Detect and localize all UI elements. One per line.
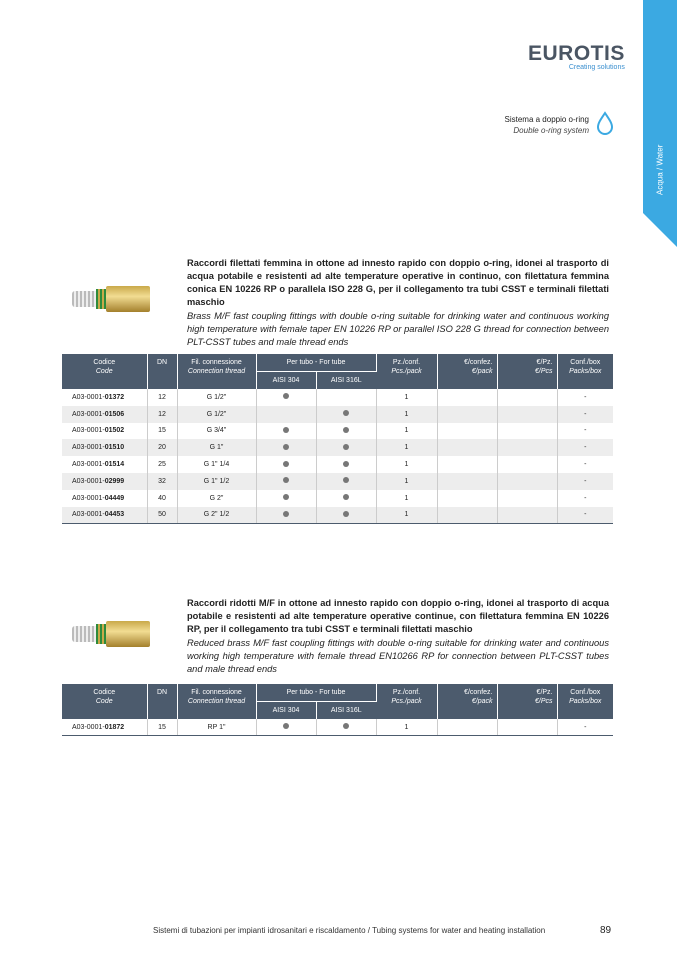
- thread: G 1/2": [177, 389, 256, 406]
- col-aisi304: AISI 304: [256, 372, 316, 390]
- product-code: A03-0001-01372: [62, 389, 147, 406]
- unit-price: [497, 507, 557, 524]
- table-row: [62, 490, 613, 507]
- pack-price: [437, 439, 497, 456]
- aisi304-cell: [256, 719, 316, 736]
- col-tube: Per tubo - For tube: [256, 354, 376, 372]
- packs-per-box: -: [557, 406, 613, 423]
- available-dot-icon: [343, 511, 349, 517]
- product-code: A03-0001-04449: [62, 490, 147, 507]
- col-thread: Fil. connessione Connection thread: [177, 684, 256, 719]
- aisi304-cell: [256, 456, 316, 473]
- aisi316-cell: [316, 389, 376, 406]
- dn: 50: [147, 507, 177, 524]
- unit-price: [497, 389, 557, 406]
- pcs-per-pack: 1: [376, 406, 437, 423]
- unit-price: [497, 439, 557, 456]
- pcs-per-pack: 1: [376, 473, 437, 490]
- col-code: Codice Code: [62, 354, 147, 389]
- product-image: [72, 618, 152, 650]
- unit-price: [497, 490, 557, 507]
- col-tube: Per tubo - For tube: [256, 684, 376, 702]
- system-label: Sistema a doppio o-ring Double o-ring system: [504, 115, 589, 135]
- pcs-per-pack: 1: [376, 439, 437, 456]
- product-table: [62, 684, 613, 736]
- packs-per-box: -: [557, 719, 613, 736]
- aisi304-cell: [256, 439, 316, 456]
- table-row: [62, 456, 613, 473]
- dn: 25: [147, 456, 177, 473]
- packs-per-box: -: [557, 507, 613, 524]
- unit-price: [497, 406, 557, 423]
- pcs-per-pack: 1: [376, 456, 437, 473]
- aisi316-cell: [316, 473, 376, 490]
- pack-price: [437, 389, 497, 406]
- aisi316-cell: [316, 423, 376, 440]
- available-dot-icon: [283, 444, 289, 450]
- packs-per-box: -: [584, 393, 587, 401]
- table-row: [62, 389, 613, 406]
- col-aisi316: AISI 316L: [316, 372, 376, 390]
- pack-price: [437, 423, 497, 440]
- dn: 15: [147, 423, 177, 440]
- product-code: A03-0001-01506: [62, 406, 147, 423]
- product-code: A03-0001-04453: [62, 507, 147, 524]
- water-drop-icon: [595, 111, 615, 135]
- available-dot-icon: [283, 494, 289, 500]
- pcs-per-pack: 1: [376, 719, 437, 736]
- col-pcs: Pz./conf. Pcs./pack: [376, 354, 437, 389]
- available-dot-icon: [283, 393, 289, 399]
- side-tab-corner: [643, 213, 677, 247]
- dn: 32: [147, 473, 177, 490]
- aisi316-cell: [316, 507, 376, 524]
- table-row: [62, 406, 613, 423]
- available-dot-icon: [283, 461, 289, 467]
- side-tab-label: Acqua / Water: [655, 144, 665, 196]
- packs-per-box: -: [557, 439, 613, 456]
- page-number: 89: [600, 925, 612, 936]
- col-box: Conf./box Packs/box: [557, 354, 613, 389]
- product-code: A03-0001-01514: [62, 456, 147, 473]
- unit-price: [497, 473, 557, 490]
- pack-price: [437, 456, 497, 473]
- available-dot-icon: [343, 444, 349, 450]
- product-code: A03-0001-01510: [62, 439, 147, 456]
- unit-price: [497, 423, 557, 440]
- aisi304-cell: [256, 507, 316, 524]
- aisi304-cell: [256, 406, 316, 423]
- packs-per-box: -: [584, 427, 587, 435]
- col-aisi304: AISI 304: [256, 702, 316, 720]
- col-box: Conf./box Packs/box: [557, 684, 613, 719]
- aisi304-cell: [256, 389, 316, 406]
- table-row: [62, 439, 613, 456]
- col-pack-price: €/confez. €/pack: [437, 354, 497, 389]
- dn: 40: [147, 490, 177, 507]
- available-dot-icon: [343, 477, 349, 483]
- col-dn: DN: [147, 354, 177, 389]
- packs-per-box: -: [584, 461, 587, 469]
- dn: 20: [147, 439, 177, 456]
- aisi304-cell: [256, 423, 316, 440]
- product-code: A03-0001-01872: [62, 719, 147, 736]
- thread: G 1": [177, 439, 256, 456]
- aisi316-cell: [316, 456, 376, 473]
- aisi304-cell: [256, 473, 316, 490]
- col-unit-price: €/Pz. €/Pcs: [497, 354, 557, 389]
- pcs-per-pack: 1: [376, 423, 437, 440]
- aisi304-cell: [256, 490, 316, 507]
- thread: G 2": [177, 490, 256, 507]
- pack-price: [437, 507, 497, 524]
- packs-per-box: -: [557, 473, 613, 490]
- pack-price: [437, 490, 497, 507]
- col-pack-price: €/confez. €/pack: [437, 684, 497, 719]
- thread: RP 1": [177, 719, 256, 736]
- product-image: [72, 283, 152, 315]
- product-table: [62, 354, 613, 524]
- col-code: Codice Code: [62, 684, 147, 719]
- aisi316-cell: [316, 719, 376, 736]
- table-row: [62, 507, 613, 524]
- product-code: A03-0001-02999: [62, 473, 147, 490]
- available-dot-icon: [343, 410, 349, 416]
- aisi316-cell: [316, 439, 376, 456]
- thread: G 1/2": [177, 406, 256, 423]
- table-row: [62, 473, 613, 490]
- aisi316-cell: [316, 406, 376, 423]
- packs-per-box: -: [584, 494, 587, 502]
- section-description: Raccordi filettati femmina in ottone ad innesto rapido con doppio o-ring, idonei al trasporto di acqua potabile e resistenti ad alte temperature operative in continuo, con filettatura femmina conica EN 10226 RP o parallela ISO 228 G, per il collegamento tra tubi CSST e terminali filettati maschio Brass M/F fast coupling fittings with double o-ring suitable for drinking water and continuous working high temperature with female taper EN 10226 RP or parallel ISO 228 G thread for connection between PLT-CSST tubes and male thread ends: [187, 258, 609, 347]
- aisi316-cell: [316, 490, 376, 507]
- thread: G 1" 1/2: [177, 473, 256, 490]
- available-dot-icon: [283, 477, 289, 483]
- unit-price: [497, 719, 557, 736]
- pcs-per-pack: 1: [376, 507, 437, 524]
- unit-price: [497, 456, 557, 473]
- pcs-per-pack: 1: [376, 389, 437, 406]
- available-dot-icon: [283, 511, 289, 517]
- col-thread: Fil. connessione Connection thread: [177, 354, 256, 389]
- dn: 12: [147, 389, 177, 406]
- eurotis-logo: EUROTIS Creating solutions: [528, 42, 625, 71]
- col-unit-price: €/Pz. €/Pcs: [497, 684, 557, 719]
- dn: 12: [147, 406, 177, 423]
- available-dot-icon: [343, 427, 349, 433]
- pack-price: [437, 406, 497, 423]
- thread: G 1" 1/4: [177, 456, 256, 473]
- pack-price: [437, 473, 497, 490]
- footer-text: Sistemi di tubazioni per impianti idrosanitari e riscaldamento / Tubing systems for water and heating installation: [153, 926, 546, 935]
- col-aisi316: AISI 316L: [316, 702, 376, 720]
- available-dot-icon: [283, 723, 289, 729]
- thread: G 3/4": [177, 423, 256, 440]
- available-dot-icon: [343, 461, 349, 467]
- section-description: Raccordi ridotti M/F in ottone ad innesto rapido con doppio o-ring, idonei al trasporto di acqua potabile e resistenti ad alte temperature operative continue, con filettatura femmina EN 10226 RP, per il collegamento tra tubi CSST e terminali filettati maschio Reduced brass M/F fast coupling fittings with double o-ring suitable for drinking water and continuous working high temperature with female thread EN10266 RP for connection between PLT-CSST tubes and male thread ends: [187, 598, 609, 674]
- col-pcs: Pz./conf. Pcs./pack: [376, 684, 437, 719]
- table-row: [62, 423, 613, 440]
- available-dot-icon: [283, 427, 289, 433]
- available-dot-icon: [343, 494, 349, 500]
- pack-price: [437, 719, 497, 736]
- col-dn: DN: [147, 684, 177, 719]
- available-dot-icon: [343, 723, 349, 729]
- table-row: [62, 719, 613, 736]
- dn: 15: [147, 719, 177, 736]
- product-code: A03-0001-01502: [62, 423, 147, 440]
- pcs-per-pack: 1: [376, 490, 437, 507]
- thread: G 2" 1/2: [177, 507, 256, 524]
